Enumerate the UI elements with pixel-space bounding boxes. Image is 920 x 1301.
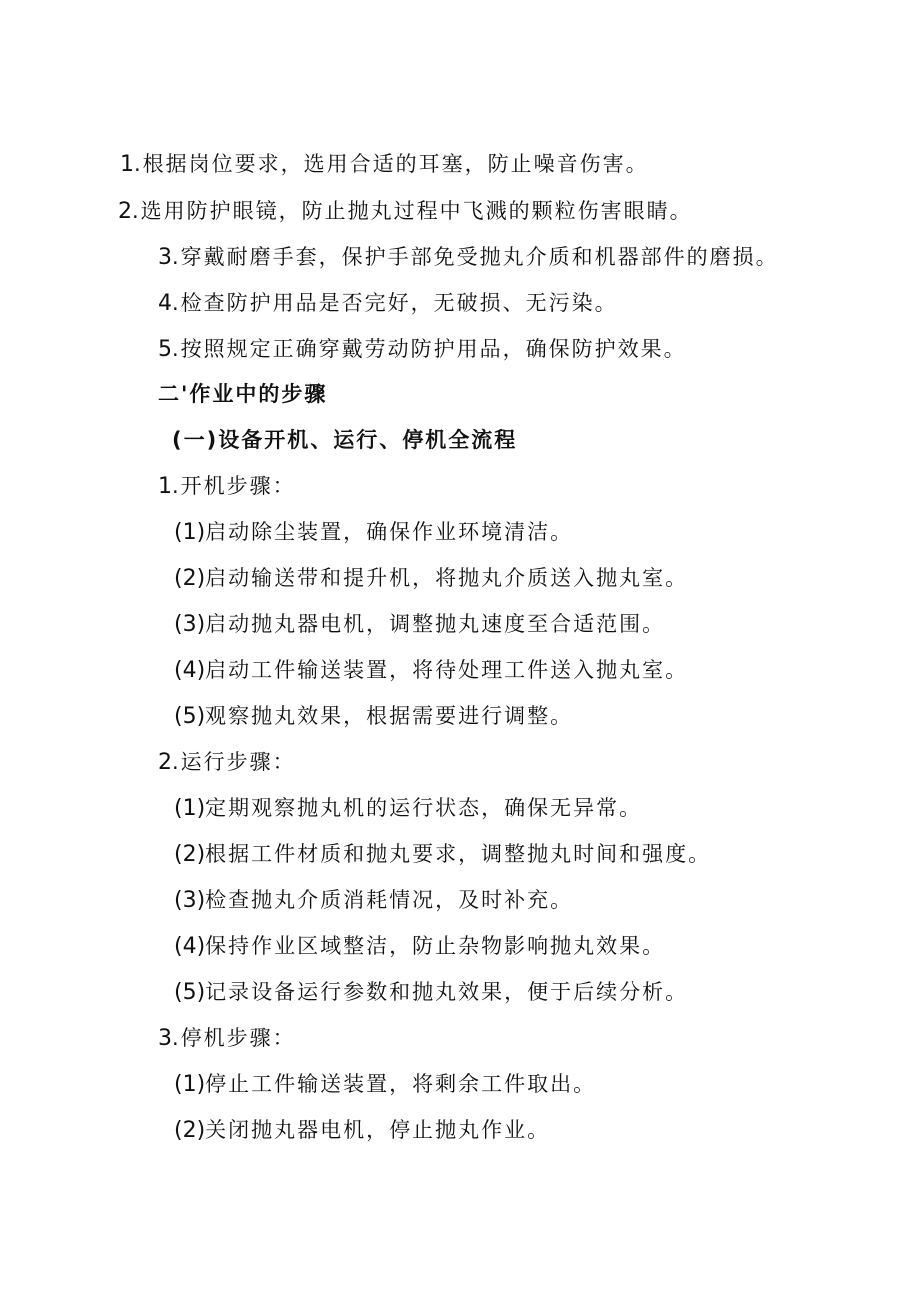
item-number: (2) <box>174 1118 206 1143</box>
step-group-shutdown <box>158 1024 296 1053</box>
subsection-heading <box>172 426 517 454</box>
running-step-1 <box>174 794 642 823</box>
item-number: 5 <box>158 337 172 362</box>
item-text: 保持作业区域整洁，防止杂物影响抛丸效果。 <box>205 934 666 958</box>
protection-item-3 <box>158 243 779 272</box>
item-text: .停机步骤： <box>172 1026 296 1050</box>
item-text: .开机步骤： <box>172 474 296 498</box>
shutdown-step-1 <box>174 1070 596 1099</box>
item-number: (2) <box>174 842 206 867</box>
item-number: 3 <box>158 245 172 270</box>
item-number: (3) <box>174 888 206 913</box>
protection-item-4 <box>158 289 618 318</box>
item-text: 定期观察抛丸机的运行状态，确保无异常。 <box>205 796 643 820</box>
protection-item-5 <box>158 335 687 364</box>
item-number: (4) <box>174 934 206 959</box>
item-number: 1 <box>158 474 172 499</box>
shutdown-step-2 <box>174 1116 550 1145</box>
startup-step-2 <box>174 564 688 593</box>
item-text: 检查抛丸介质消耗情况，及时补充。 <box>205 888 574 912</box>
item-text: .根据岗位要求，选用合适的耳塞，防止噪音伤害。 <box>134 152 649 176</box>
heading-text: (一)设备开机、运行、停机全流程 <box>172 428 518 452</box>
startup-step-5 <box>174 702 573 731</box>
item-number: (1) <box>174 1072 206 1097</box>
item-number: 2 <box>158 750 172 775</box>
startup-step-3 <box>174 610 665 639</box>
running-step-3 <box>174 886 573 915</box>
item-text: .选用防护眼镜，防止抛丸过程中飞溅的颗粒伤害眼睛。 <box>132 199 693 223</box>
item-text: 根据工件材质和抛丸要求，调整抛丸时间和强度。 <box>205 842 712 866</box>
item-text: 启动除尘装置，确保作业环境清洁。 <box>205 520 574 544</box>
item-text: 关闭抛丸器电机，停止抛丸作业。 <box>205 1118 551 1142</box>
startup-step-1 <box>174 518 573 547</box>
item-text: .检查防护用品是否完好，无破损、无污染。 <box>172 291 618 315</box>
step-group-running <box>158 748 296 777</box>
item-text: 观察抛丸效果，根据需要进行调整。 <box>205 704 574 728</box>
item-number: 4 <box>158 291 172 316</box>
running-step-2 <box>174 840 711 869</box>
item-number: 1 <box>120 152 134 177</box>
item-text: .穿戴耐磨手套，保护手部免受抛丸介质和机器部件的磨损。 <box>172 245 779 269</box>
startup-step-4 <box>174 656 688 685</box>
item-number: (2) <box>174 566 206 591</box>
running-step-5 <box>174 978 688 1007</box>
protection-item-1 <box>120 150 649 179</box>
item-number: (1) <box>174 796 206 821</box>
item-text: 停止工件输送装置，将剩余工件取出。 <box>205 1072 597 1096</box>
item-number: 2 <box>118 199 132 224</box>
item-text: 启动工件输送装置，将待处理工件送入抛丸室。 <box>205 658 689 682</box>
item-number: (3) <box>174 612 206 637</box>
item-text: 启动输送带和提升机，将抛丸介质送入抛丸室。 <box>205 566 689 590</box>
running-step-4 <box>174 932 665 961</box>
protection-item-2 <box>118 197 693 226</box>
section-heading <box>158 380 327 408</box>
item-text: 记录设备运行参数和抛丸效果，便于后续分析。 <box>205 980 689 1004</box>
item-text: .运行步骤： <box>172 750 296 774</box>
step-group-startup <box>158 472 296 501</box>
item-number: (4) <box>174 658 206 683</box>
item-number: (5) <box>174 980 206 1005</box>
item-text: .按照规定正确穿戴劳动防护用品，确保防护效果。 <box>172 337 687 361</box>
item-text: 启动抛丸器电机，调整抛丸速度至合适范围。 <box>205 612 666 636</box>
item-number: (5) <box>174 704 206 729</box>
heading-text: 二'作业中的步骤 <box>158 382 328 406</box>
item-number: 3 <box>158 1026 172 1051</box>
item-number: (1) <box>174 520 206 545</box>
